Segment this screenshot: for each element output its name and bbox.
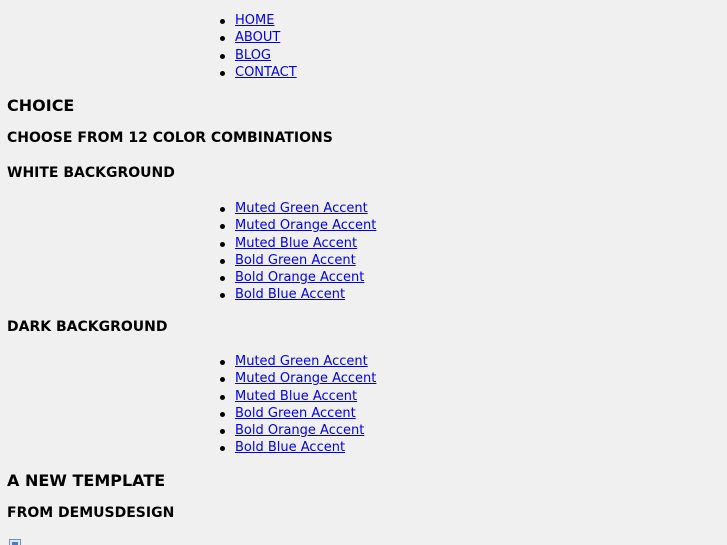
list-item bbox=[235, 388, 376, 405]
dark-bold-orange-link[interactable]: Bold Orange Accent bbox=[235, 423, 365, 439]
broken-image-icon bbox=[9, 539, 21, 545]
heading-dark-background: DARK BACKGROUND bbox=[7, 319, 168, 335]
dark-muted-orange-link[interactable]: Muted Orange Accent bbox=[235, 371, 377, 387]
list-item bbox=[235, 286, 376, 303]
list-item bbox=[235, 422, 376, 439]
white-muted-orange-link[interactable]: Muted Orange Accent bbox=[235, 218, 377, 234]
dark-muted-blue-link[interactable]: Muted Blue Accent bbox=[235, 388, 358, 404]
main-nav bbox=[235, 12, 297, 81]
dark-background-links bbox=[235, 353, 376, 457]
list-item bbox=[235, 252, 376, 269]
dark-bold-green-link[interactable]: Bold Green Accent bbox=[235, 405, 356, 421]
white-bold-orange-link[interactable]: Bold Orange Accent bbox=[235, 270, 365, 286]
heading-choice: CHOICE bbox=[7, 96, 75, 115]
white-bold-green-link[interactable]: Bold Green Accent bbox=[235, 252, 356, 268]
list-item bbox=[235, 353, 376, 370]
nav-item-home bbox=[235, 12, 297, 29]
nav-link-contact[interactable]: CONTACT bbox=[235, 64, 297, 80]
list-item bbox=[235, 200, 376, 217]
list-item bbox=[235, 269, 376, 286]
white-bold-blue-link[interactable]: Bold Blue Accent bbox=[235, 287, 346, 303]
dark-muted-green-link[interactable]: Muted Green Accent bbox=[235, 354, 368, 369]
list-item bbox=[235, 439, 376, 456]
list-item bbox=[235, 217, 376, 234]
nav-item-contact bbox=[235, 64, 297, 81]
nav-link-about[interactable]: ABOUT bbox=[235, 30, 281, 46]
heading-from-demusdesign: FROM DEMUSDESIGN bbox=[7, 505, 175, 521]
list-item bbox=[235, 235, 376, 252]
white-muted-blue-link[interactable]: Muted Blue Accent bbox=[235, 235, 358, 251]
white-background-links bbox=[235, 200, 376, 304]
heading-new-template: A NEW TEMPLATE bbox=[7, 471, 166, 490]
heading-white-background: WHITE BACKGROUND bbox=[7, 165, 175, 181]
list-item bbox=[235, 370, 376, 387]
nav-item-blog bbox=[235, 47, 297, 64]
white-muted-green-link[interactable]: Muted Green Accent bbox=[235, 201, 368, 216]
heading-choose: CHOOSE FROM 12 COLOR COMBINATIONS bbox=[7, 130, 333, 146]
nav-link-blog[interactable]: BLOG bbox=[235, 47, 272, 63]
list-item bbox=[235, 405, 376, 422]
nav-link-home[interactable]: HOME bbox=[235, 13, 275, 28]
nav-item-about bbox=[235, 29, 297, 46]
dark-bold-blue-link[interactable]: Bold Blue Accent bbox=[235, 440, 346, 456]
